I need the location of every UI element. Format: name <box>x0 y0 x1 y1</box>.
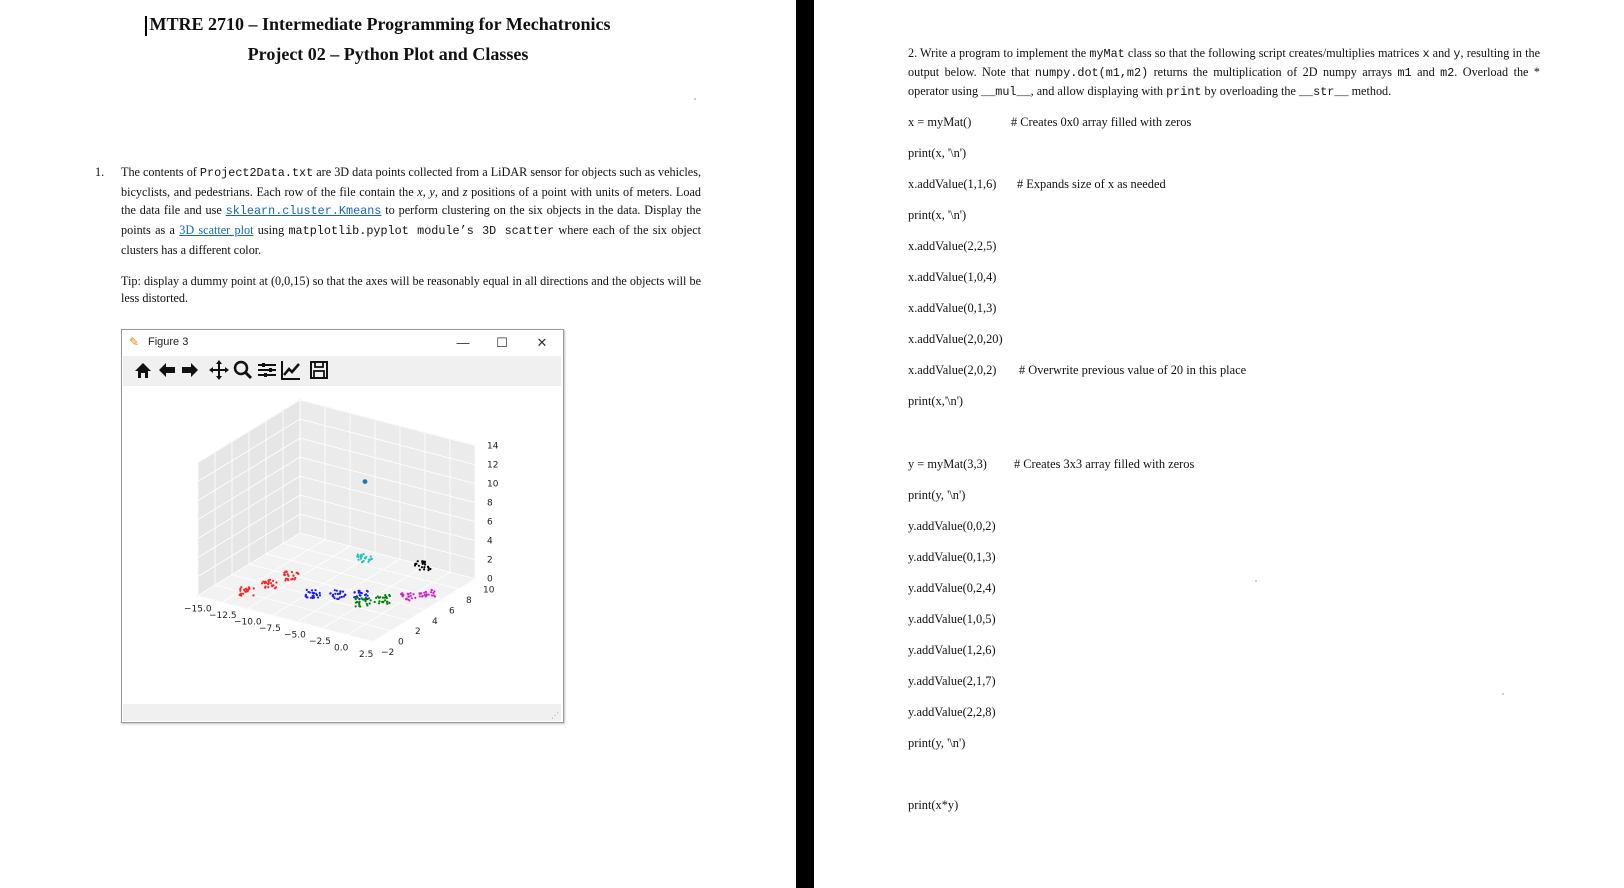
code-line: print(x, '\n') <box>908 208 967 222</box>
question-1-text: The contents of Project2Data.txt are 3D data points collected from a LiDAR sensor for objects such as vehicles, bicyclists, and pedestrians. Each row of the file contain the x, y, and z positions of a point with units of meters. Load the data file and use sklearn.cluster.Kmeans to perform clustering on the six objects in the data. Display the points as a 3D scatter plot using matplotlib.pyplot module’s 3D scatter where each of the six object clusters has a different color. <box>121 165 702 257</box>
data-point <box>287 573 289 575</box>
data-point <box>368 597 370 599</box>
data-point <box>369 602 371 604</box>
data-point <box>382 597 384 599</box>
z-tick-label: 10 <box>487 479 499 490</box>
data-point <box>386 603 388 605</box>
data-point <box>287 578 289 580</box>
data-point <box>358 598 360 600</box>
figure-titlebar[interactable] <box>122 330 563 356</box>
tip-text: Tip: display a dummy point at (0,0,15) so that the axes will be reasonably equal in all directions and the objects will be less distorted. <box>121 274 701 305</box>
data-point <box>239 590 241 592</box>
data-point <box>420 592 422 594</box>
data-point <box>358 559 360 561</box>
data-point <box>319 592 321 594</box>
data-point <box>319 594 321 596</box>
data-point <box>424 563 426 565</box>
code-line: y.addValue(0,0,2) <box>908 519 996 533</box>
data-point <box>340 590 342 592</box>
data-point <box>338 593 340 595</box>
data-point <box>296 572 298 574</box>
plot-area[interactable] <box>123 386 561 704</box>
code-line: print(x*y) <box>908 798 959 812</box>
data-point <box>317 596 319 598</box>
data-point <box>366 590 368 592</box>
data-point <box>374 601 376 603</box>
data-point <box>360 558 362 560</box>
y-tick-label: 6 <box>449 606 455 617</box>
data-point <box>291 571 293 573</box>
close-button[interactable]: ✕ <box>536 335 548 350</box>
figure-window <box>121 329 564 723</box>
data-point <box>419 595 421 597</box>
code-comment: # Creates 3x3 array filled with zeros <box>1014 457 1195 471</box>
data-point <box>384 599 386 601</box>
data-point <box>385 596 387 598</box>
scan-speck <box>1502 693 1504 695</box>
code-line: x.addValue(1,1,6) <box>908 177 997 191</box>
data-point <box>342 591 344 593</box>
data-point <box>432 592 434 594</box>
data-point <box>314 589 316 591</box>
x-tick-label: −12.5 <box>209 611 237 621</box>
data-point <box>431 589 433 591</box>
data-point <box>240 586 242 588</box>
data-point <box>242 593 244 595</box>
status-bar <box>123 704 561 721</box>
scan-speck <box>694 98 696 100</box>
data-point <box>418 565 420 567</box>
course-title: MTRE 2710 – Intermediate Programming for Mechatronics <box>149 14 611 34</box>
x-tick-label: 2.5 <box>359 650 374 660</box>
data-point <box>364 598 366 600</box>
data-point <box>329 592 331 594</box>
project-title: Project 02 – Python Plot and Classes <box>247 44 529 64</box>
code-line: print(y, '\n') <box>908 488 966 502</box>
data-point <box>389 595 391 597</box>
kmeans-link[interactable]: sklearn.cluster.Kmeans <box>225 204 382 219</box>
data-point <box>423 568 425 570</box>
data-point <box>361 592 363 594</box>
data-point <box>414 597 416 599</box>
subplots-icon[interactable] <box>255 358 279 382</box>
z-tick-label: 6 <box>487 517 493 528</box>
data-point <box>354 591 356 593</box>
data-point <box>402 595 404 597</box>
data-point <box>272 580 274 582</box>
code-line: y.addValue(2,1,7) <box>908 674 996 688</box>
data-point <box>339 596 341 598</box>
data-point <box>363 479 368 484</box>
x-tick-label: −2.5 <box>309 637 331 647</box>
data-point <box>431 594 433 596</box>
data-point <box>410 595 412 597</box>
data-point <box>264 582 266 584</box>
data-point <box>357 554 359 556</box>
right-page <box>814 0 1624 888</box>
data-point <box>284 574 286 576</box>
scatter-3d-plot[interactable] <box>123 386 561 704</box>
data-point <box>366 603 368 605</box>
code-line: x = myMat() <box>908 115 972 129</box>
data-point <box>407 595 409 597</box>
data-point <box>243 589 245 591</box>
data-point <box>424 594 426 596</box>
data-point <box>365 600 367 602</box>
data-point <box>312 597 314 599</box>
code-line: x.addValue(1,0,4) <box>908 270 997 284</box>
forward-arrow-icon[interactable] <box>178 358 202 382</box>
code-line: x.addValue(2,0,20) <box>908 332 1003 346</box>
data-point <box>370 599 372 601</box>
data-point <box>378 600 380 602</box>
data-point <box>336 590 338 592</box>
data-point <box>269 579 271 581</box>
code-line: y.addValue(0,1,3) <box>908 550 996 564</box>
data-point <box>358 592 360 594</box>
data-point <box>271 585 273 587</box>
data-point <box>252 594 254 596</box>
pan-icon[interactable] <box>207 358 231 382</box>
data-point <box>433 594 435 596</box>
data-point <box>248 588 250 590</box>
data-point <box>378 602 380 604</box>
z-tick-label: 14 <box>487 441 499 452</box>
question-1-number: 1. <box>95 165 105 179</box>
data-point <box>356 555 358 557</box>
data-point <box>275 586 277 588</box>
data-point <box>427 569 429 571</box>
data-point <box>407 593 409 595</box>
y-tick-label: 10 <box>483 585 495 596</box>
z-tick-label: 0 <box>487 574 493 585</box>
code-line: y = myMat(3,3) <box>908 457 987 471</box>
back-arrow-icon[interactable] <box>155 358 179 382</box>
z-tick-label: 8 <box>487 498 493 509</box>
x-tick-label: 0.0 <box>334 643 349 654</box>
module-name: matplotlib.pyplot module’s 3D scatter <box>288 224 555 239</box>
x-tick-label: −15.0 <box>184 604 212 615</box>
data-point <box>430 591 432 593</box>
question-2-number: 2. <box>908 46 918 60</box>
data-point <box>310 597 312 599</box>
data-point <box>424 561 426 563</box>
save-icon[interactable] <box>307 358 331 382</box>
x-tick-label: −10.0 <box>234 617 262 628</box>
x-tick-label: −7.5 <box>259 624 281 634</box>
data-point <box>239 594 241 596</box>
data-point <box>382 601 384 603</box>
data-file-name: Project2Data.txt <box>199 166 314 180</box>
data-point <box>428 594 430 596</box>
data-point <box>414 563 416 565</box>
question-2: 2. Write a program to implement the myMat class so that the following script creates/multiplies matrices x and y, resulting in the output below. Note that numpy.dot(m1,m2) returns the multiplication of 2D numpy arrays m1 and m2. Overload the * operator using __mul__, and allow displaying with print by overloading the __str__ method. <box>908 46 1541 99</box>
figure-title: Figure 3 <box>148 336 189 348</box>
data-point <box>306 589 308 591</box>
data-point <box>292 575 294 577</box>
data-point <box>359 554 361 556</box>
data-point <box>371 558 373 560</box>
data-point <box>423 592 425 594</box>
data-point <box>417 560 419 562</box>
data-point <box>267 586 269 588</box>
scan-speck <box>1255 580 1257 582</box>
code-line: y.addValue(1,2,6) <box>908 643 996 657</box>
y-tick-label: 2 <box>415 627 421 638</box>
data-point <box>315 593 317 595</box>
data-point <box>419 569 421 571</box>
data-point <box>334 593 336 595</box>
data-point <box>386 601 388 603</box>
data-point <box>359 601 361 603</box>
data-point <box>421 560 423 562</box>
data-point <box>334 589 336 591</box>
data-point <box>267 583 269 585</box>
data-point <box>412 593 414 595</box>
data-point <box>357 597 359 599</box>
data-point <box>307 591 309 593</box>
z-tick-label: 12 <box>487 460 499 471</box>
data-point <box>388 602 390 604</box>
maximize-button[interactable]: ☐ <box>496 335 508 350</box>
data-point <box>359 595 361 597</box>
data-point <box>421 566 423 568</box>
data-point <box>428 567 430 569</box>
home-icon[interactable] <box>131 358 155 382</box>
data-point <box>355 602 357 604</box>
data-point <box>261 582 263 584</box>
data-point <box>365 593 367 595</box>
data-point <box>344 594 346 596</box>
data-point <box>423 566 425 568</box>
data-point <box>334 597 336 599</box>
code-comment: # Expands size of x as needed <box>1017 177 1166 191</box>
code-comment: # Creates 0x0 array filled with zeros <box>1011 115 1192 129</box>
data-point <box>421 595 423 597</box>
data-point <box>343 595 345 597</box>
data-point <box>361 597 363 599</box>
code-line: print(x,'\n') <box>908 394 964 408</box>
code-comment: # Overwrite previous value of 20 in this place <box>1019 363 1247 377</box>
data-point <box>378 597 380 599</box>
data-point <box>305 594 307 596</box>
edit-axes-icon[interactable] <box>279 358 303 382</box>
code-line: x.addValue(2,0,2) <box>908 363 997 377</box>
data-point <box>407 599 409 601</box>
code-line: x.addValue(0,1,3) <box>908 301 997 315</box>
data-point <box>306 596 308 598</box>
y-tick-label: 4 <box>432 616 438 627</box>
code-line: x.addValue(2,2,5) <box>908 239 997 253</box>
data-point <box>313 592 315 594</box>
data-point <box>336 598 338 600</box>
data-point <box>411 597 413 599</box>
data-point <box>286 571 288 573</box>
data-point <box>370 555 372 557</box>
page-divider <box>796 0 814 888</box>
code-line: y.addValue(1,0,5) <box>908 612 996 626</box>
data-point <box>361 561 363 563</box>
data-point <box>292 578 294 580</box>
data-point <box>253 587 255 589</box>
data-point <box>294 578 296 580</box>
figure-toolbar <box>123 356 561 386</box>
minimize-button[interactable]: — <box>456 335 470 350</box>
data-point <box>270 582 272 584</box>
data-point <box>359 605 361 607</box>
data-point <box>275 581 277 583</box>
x-tick-label: −5.0 <box>284 630 306 641</box>
scatter-plot-link[interactable]: 3D scatter plot <box>179 223 254 238</box>
data-point <box>355 597 357 599</box>
data-point <box>368 561 370 563</box>
data-point <box>311 589 313 591</box>
code-line: y.addValue(2,2,8) <box>908 705 996 719</box>
question-1 <box>96 163 701 260</box>
code-line: y.addValue(0,2,4) <box>908 581 996 595</box>
y-tick-label: −2 <box>381 648 395 658</box>
z-tick-label: 4 <box>487 536 493 547</box>
matplotlib-icon: ✎ <box>129 335 140 349</box>
zoom-icon[interactable] <box>231 358 255 382</box>
data-point <box>265 585 267 587</box>
data-point <box>246 589 248 591</box>
data-point <box>409 592 411 594</box>
data-point <box>312 595 314 597</box>
code-line: print(y, '\n') <box>908 736 966 750</box>
resize-grip-icon[interactable]: ⋰ <box>551 711 559 720</box>
data-point <box>355 605 357 607</box>
data-point <box>363 553 365 555</box>
y-tick-label: 0 <box>398 637 404 648</box>
y-tick-label: 8 <box>466 596 472 606</box>
data-point <box>341 596 343 598</box>
z-tick-label: 2 <box>487 555 493 566</box>
code-line: print(x, '\n') <box>908 146 967 160</box>
data-point <box>365 556 367 558</box>
